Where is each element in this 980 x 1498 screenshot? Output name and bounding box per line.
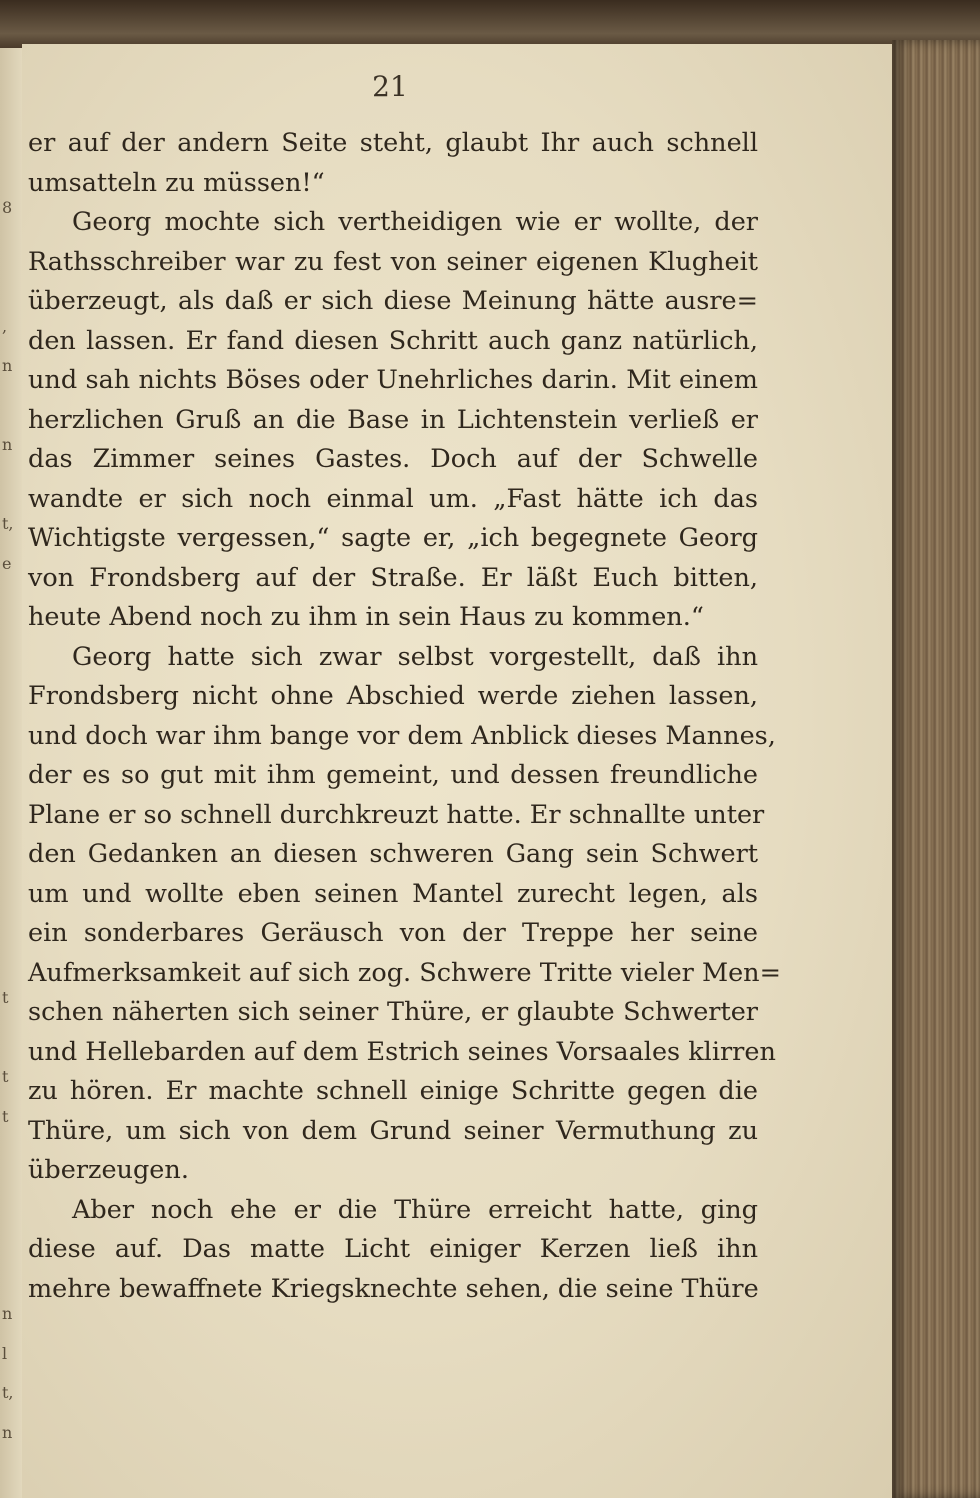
text-line: zu hören. Er machte schnell einige Schritte gegen die [28,1076,758,1106]
margin-fragment [2,860,20,900]
body-text [28,124,781,1309]
book-edge [892,40,980,1498]
text-line: und sah nichts Böses oder Unehrliches darin. Mit einem [28,365,758,395]
margin-fragment [2,1018,20,1058]
text-line: und doch war ihm bange vor dem Anblick dieses Mannes, [28,720,776,751]
margin-fragment [2,465,20,505]
text-line: umsatteln zu müssen!“ [28,167,325,198]
text-line: und Hellebarden auf dem Estrich seines Vorsaales klirren [28,1036,776,1067]
margin-fragment: 8 [2,198,13,217]
margin-fragment [2,662,20,702]
margin-fragment: t [2,1067,9,1086]
margin-fragment [2,939,20,979]
text-line: herzlichen Gruß an die Base in Lichtenstein verließ er [28,404,758,435]
margin-fragment [2,623,20,663]
top-shadow [0,0,980,48]
margin-fragment [2,781,20,821]
margin-fragment [2,1136,20,1176]
text-line: den lassen. Er fand diesen Schritt auch ganz natürlich, [28,325,758,356]
margin-fragment [2,228,20,268]
margin-fragment: l [2,1343,8,1363]
text-line: Rathsschreiber war zu fest von seiner eigenen Klugheit [28,246,758,277]
margin-fragment: n [2,435,13,454]
text-line: ein sonderbares Geräusch von der Treppe her seine [28,918,758,948]
margin-fragment: , [2,316,8,336]
facing-page-edge [0,48,23,1498]
text-line: Frondsberg nicht ohne Abschied werde ziehen lassen, [28,681,758,711]
text-line: Aber noch ehe er die Thüre erreicht hatte, ging [72,1194,758,1225]
margin-fragment [2,899,20,939]
text-line: Georg hatte sich zwar selbst vorgestellt, daß ihn [72,641,758,672]
margin-fragment [2,1176,20,1216]
text-line: er auf der andern Seite steht, glaubt Ihr auch schnell [28,128,758,158]
text-line: Georg mochte sich vertheidigen wie er wollte, der [72,207,758,237]
margin-fragment [2,386,20,426]
text-line: überzeugt, als daß er sich diese Meinung hätte ausre= [28,286,758,316]
text-line: diese auf. Das matte Licht einiger Kerzen ließ ihn [28,1234,758,1264]
margin-fragment: t, [2,514,14,533]
margin-fragment: e [2,553,12,573]
margin-fragment [2,1255,20,1295]
text-line: schen näherten sich seiner Thüre, er glaubte Schwerter [28,997,758,1027]
text-line: das Zimmer seines Gastes. Doch auf der Schwelle [28,444,758,474]
margin-fragment [2,267,20,307]
facing-page-text-fragments [2,188,20,1452]
margin-fragment: n [2,1422,13,1442]
text-line: mehre bewaffnete Kriegsknechte sehen, die seine Thüre [28,1273,759,1304]
margin-fragment [2,820,20,860]
page-number: 21 [372,70,408,103]
text-line: von Frondsberg auf der Straße. Er läßt Euch bitten, [28,562,758,593]
margin-fragment: t [2,988,9,1007]
margin-fragment [2,1215,20,1255]
margin-fragment [2,583,20,623]
text-line: Aufmerksamkeit auf sich zog. Schwere Tritte vieler Men= [28,957,781,988]
text-line: um und wollte eben seinen Mantel zurecht legen, als [28,878,758,909]
text-line: Plane er so schnell durchkreuzt hatte. Er schnallte unter [28,799,765,830]
text-line: Wichtigste vergessen,“ sagte er, „ich begegnete Georg [28,523,758,553]
margin-fragment: n [2,356,13,375]
text-line: überzeugen. [28,1155,189,1185]
text-line: heute Abend noch zu ihm in sein Haus zu kommen.“ [28,602,704,632]
margin-fragment: n [2,1304,13,1323]
text-line: wandte er sich noch einmal um. „Fast hätte ich das [28,483,758,514]
text-line: der es so gut mit ihm gemeint, und dessen freundliche [28,760,758,790]
text-line: Thüre, um sich von dem Grund seiner Vermuthung zu [28,1115,758,1146]
text-line: den Gedanken an diesen schweren Gang sein Schwert [28,839,758,869]
margin-fragment: t, [2,1383,14,1402]
margin-fragment: t [2,1106,9,1126]
margin-fragment [2,702,20,742]
margin-fragment [2,741,20,781]
